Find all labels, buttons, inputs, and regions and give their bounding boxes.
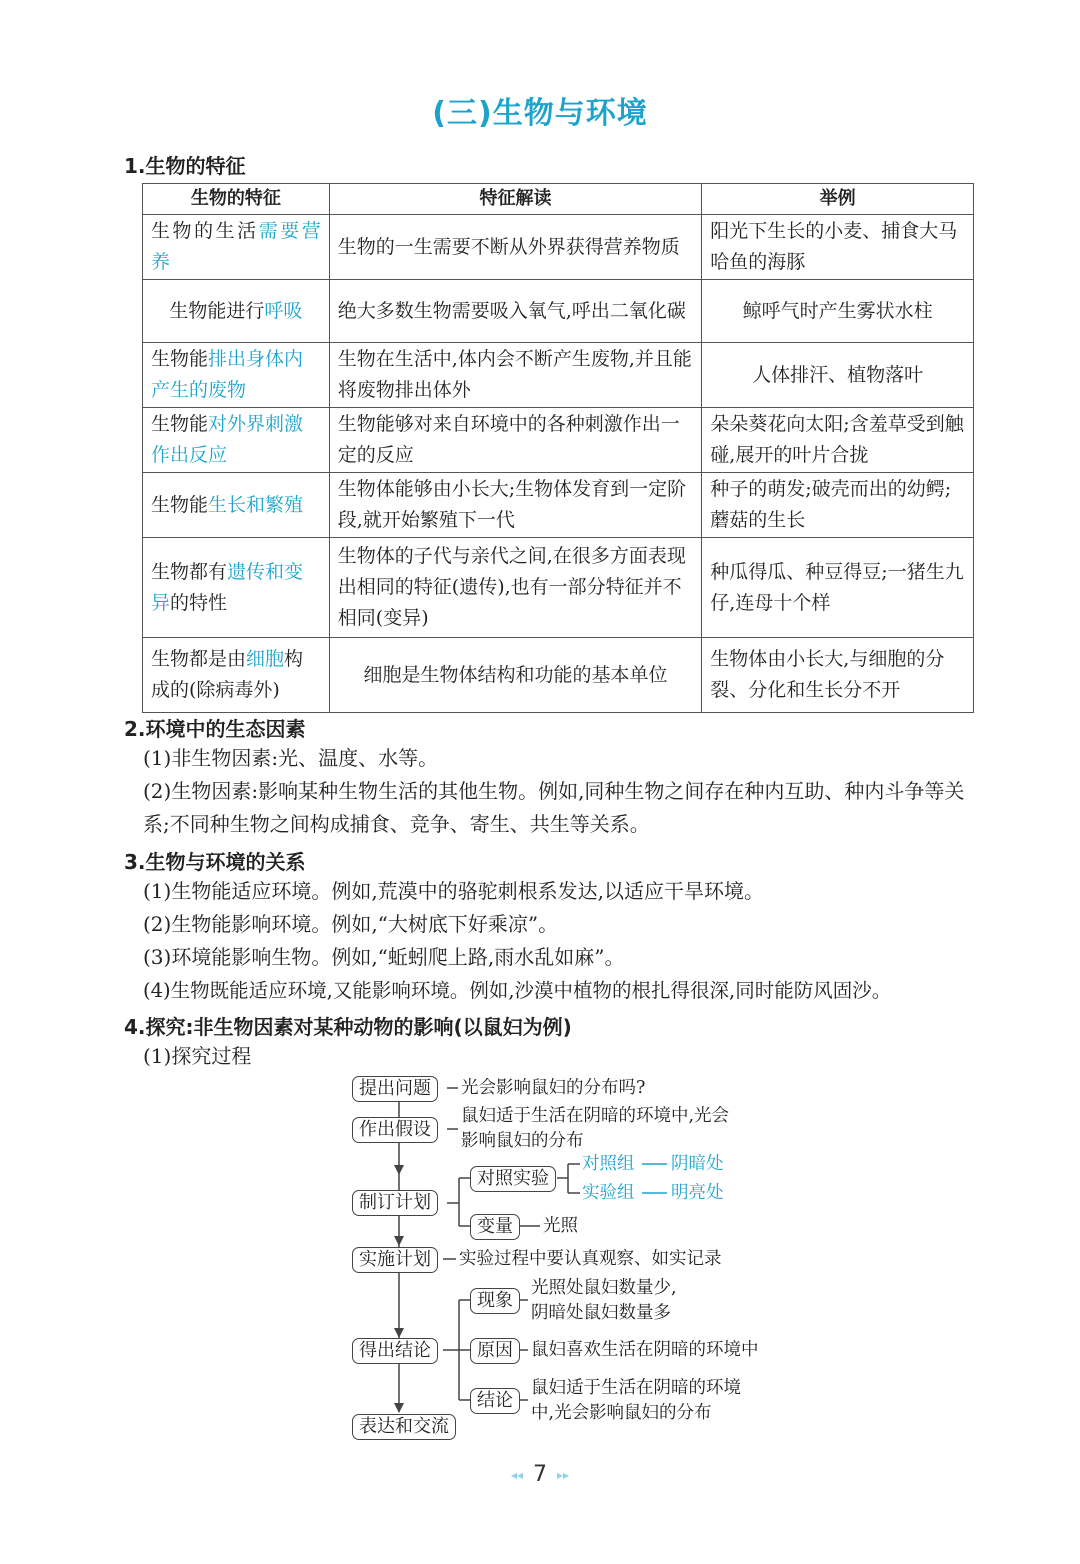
phenomenon-text: 阴暗处鼠妇数量多 [531,1303,671,1323]
paragraph: (2)生物因素:影响某种生物生活的其他生物。例如,同种生物之间存在种内互助、种内斗争等关系;不同种生物之间构成捕食、竞争、寄生、共生等关系。 [143,779,965,836]
hypothesis-text: 鼠妇适于生活在阴暗的环境中,光会 [461,1106,730,1126]
section-heading-4: 4.探究:非生物因素对某种动物的影响(以鼠妇为例) [124,1015,572,1039]
feature-keyword: 生长和繁殖 [208,493,304,516]
step-box: 实施计划 [352,1247,438,1273]
paragraph: (1)生物能适应环境。例如,荒漠中的骆驼刺根系发达,以适应干旱环境。 [143,879,765,903]
feature-keyword: 呼吸 [264,299,303,322]
section-heading-1: 1.生物的特征 [124,154,246,178]
hypothesis-text: 影响鼠妇的分布 [461,1131,584,1151]
paragraph: (1)非生物因素:光、温度、水等。 [143,746,439,770]
step-box: 得出结论 [352,1338,438,1364]
control-experiment-box: 对照实验 [470,1166,556,1192]
example-cell: 种子的萌发;破壳而出的幼鳄;蘑菇的生长 [702,473,974,538]
desc-cell: 生物在生活中,体内会不断产生废物,并且能将废物排出体外 [329,343,702,408]
feature-keyword: 对外界刺激作出反应 [151,413,304,466]
desc-cell: 生物能够对来自环境中的各种刺激作出一定的反应 [329,408,702,473]
experiment-group-label: 实验组 [582,1183,635,1203]
next-page-icon: ▸▸ [557,1468,570,1482]
desc-cell: 绝大多数生物需要吸入氧气,呼出二氧化碳 [329,280,702,343]
feature-text: 生物能进行 [169,299,265,322]
example-cell: 人体排汗、植物落叶 [702,343,974,408]
step-box: 提出问题 [352,1076,438,1102]
variable-text: 光照 [543,1216,578,1236]
paragraph: (4)生物既能适应环境,又能影响环境。例如,沙漠中植物的根扎得很深,同时能防风固沙。 [143,979,892,1002]
feature-text: 生物能 [151,493,209,516]
desc-cell: 生物体的子代与亲代之间,在很多方面表现出相同的特征(遗传),也有一部分特征并不相同(变异) [329,538,702,638]
table-header: 举例 [702,184,974,215]
feature-keyword: 需要营养 [151,220,321,273]
phenomenon-box: 现象 [470,1288,520,1314]
example-cell: 朵朵葵花向太阳;含羞草受到触碰,展开的叶片合拢 [702,408,974,473]
feature-text: 生物都有 [151,560,228,583]
step-box: 作出假设 [352,1117,438,1143]
feature-text: 的特性 [170,591,228,614]
feature-keyword: 遗传和变异 [151,560,304,614]
reason-box: 原因 [470,1338,520,1364]
prev-page-icon: ◂◂ [510,1468,523,1482]
feature-keyword: 细胞 [246,648,285,670]
example-cell: 生物体由小长大,与细胞的分裂、分化和生长分不开 [702,638,974,713]
implementation-text: 实验过程中要认真观察、如实记录 [459,1249,722,1269]
subheading: (1)探究过程 [143,1044,252,1068]
example-cell: 阳光下生长的小麦、捕食大马哈鱼的海豚 [702,215,974,280]
page-number: 7 [533,1462,547,1487]
phenomenon-text: 光照处鼠妇数量少, [531,1278,677,1298]
step-box: 制订计划 [352,1190,438,1216]
feature-text: 生物能 [151,348,209,370]
control-group-value: 阴暗处 [671,1154,724,1174]
desc-cell: 细胞是生物体结构和功能的基本单位 [329,638,702,713]
variable-box: 变量 [470,1214,520,1240]
table-header: 特征解读 [329,184,702,215]
paragraph: (3)环境能影响生物。例如,“蚯蚓爬上路,雨水乱如麻”。 [143,945,625,969]
desc-cell: 生物的一生需要不断从外界获得营养物质 [329,215,702,280]
desc-cell: 生物体能够由小长大;生物体发育到一定阶段,就开始繁殖下一代 [329,473,702,538]
question-text: 光会影响鼠妇的分布吗? [461,1078,646,1098]
page-number-area [0,1462,1080,1487]
page-title: (三)生物与环境 [432,96,648,131]
paragraph: (2)生物能影响环境。例如,“大树底下好乘凉”。 [143,912,559,936]
feature-text: 生物的生活 [151,220,259,242]
conclusion-text: 中,光会影响鼠妇的分布 [531,1403,712,1423]
step-box: 表达和交流 [352,1414,456,1440]
table-header: 生物的特征 [143,184,330,215]
experiment-group-value: 明亮处 [671,1183,724,1203]
reason-text: 鼠妇喜欢生活在阴暗的环境中 [531,1340,759,1360]
section-heading-2: 2.环境中的生态因素 [124,717,306,741]
feature-keyword: 排出身体内产生的废物 [151,348,304,401]
feature-text: 构成的(除病毒外) [151,648,304,701]
section-heading-3: 3.生物与环境的关系 [124,850,306,874]
conclusion-box: 结论 [470,1388,520,1414]
conclusion-text: 鼠妇适于生活在阴暗的环境 [531,1378,741,1398]
example-cell: 种瓜得瓜、种豆得豆;一猪生九仔,连母十个样 [702,538,974,638]
feature-text: 生物能 [151,413,209,435]
example-cell: 鲸呼气时产生雾状水柱 [702,280,974,343]
control-group-label: 对照组 [582,1154,635,1174]
feature-text: 生物都是由 [151,648,247,670]
